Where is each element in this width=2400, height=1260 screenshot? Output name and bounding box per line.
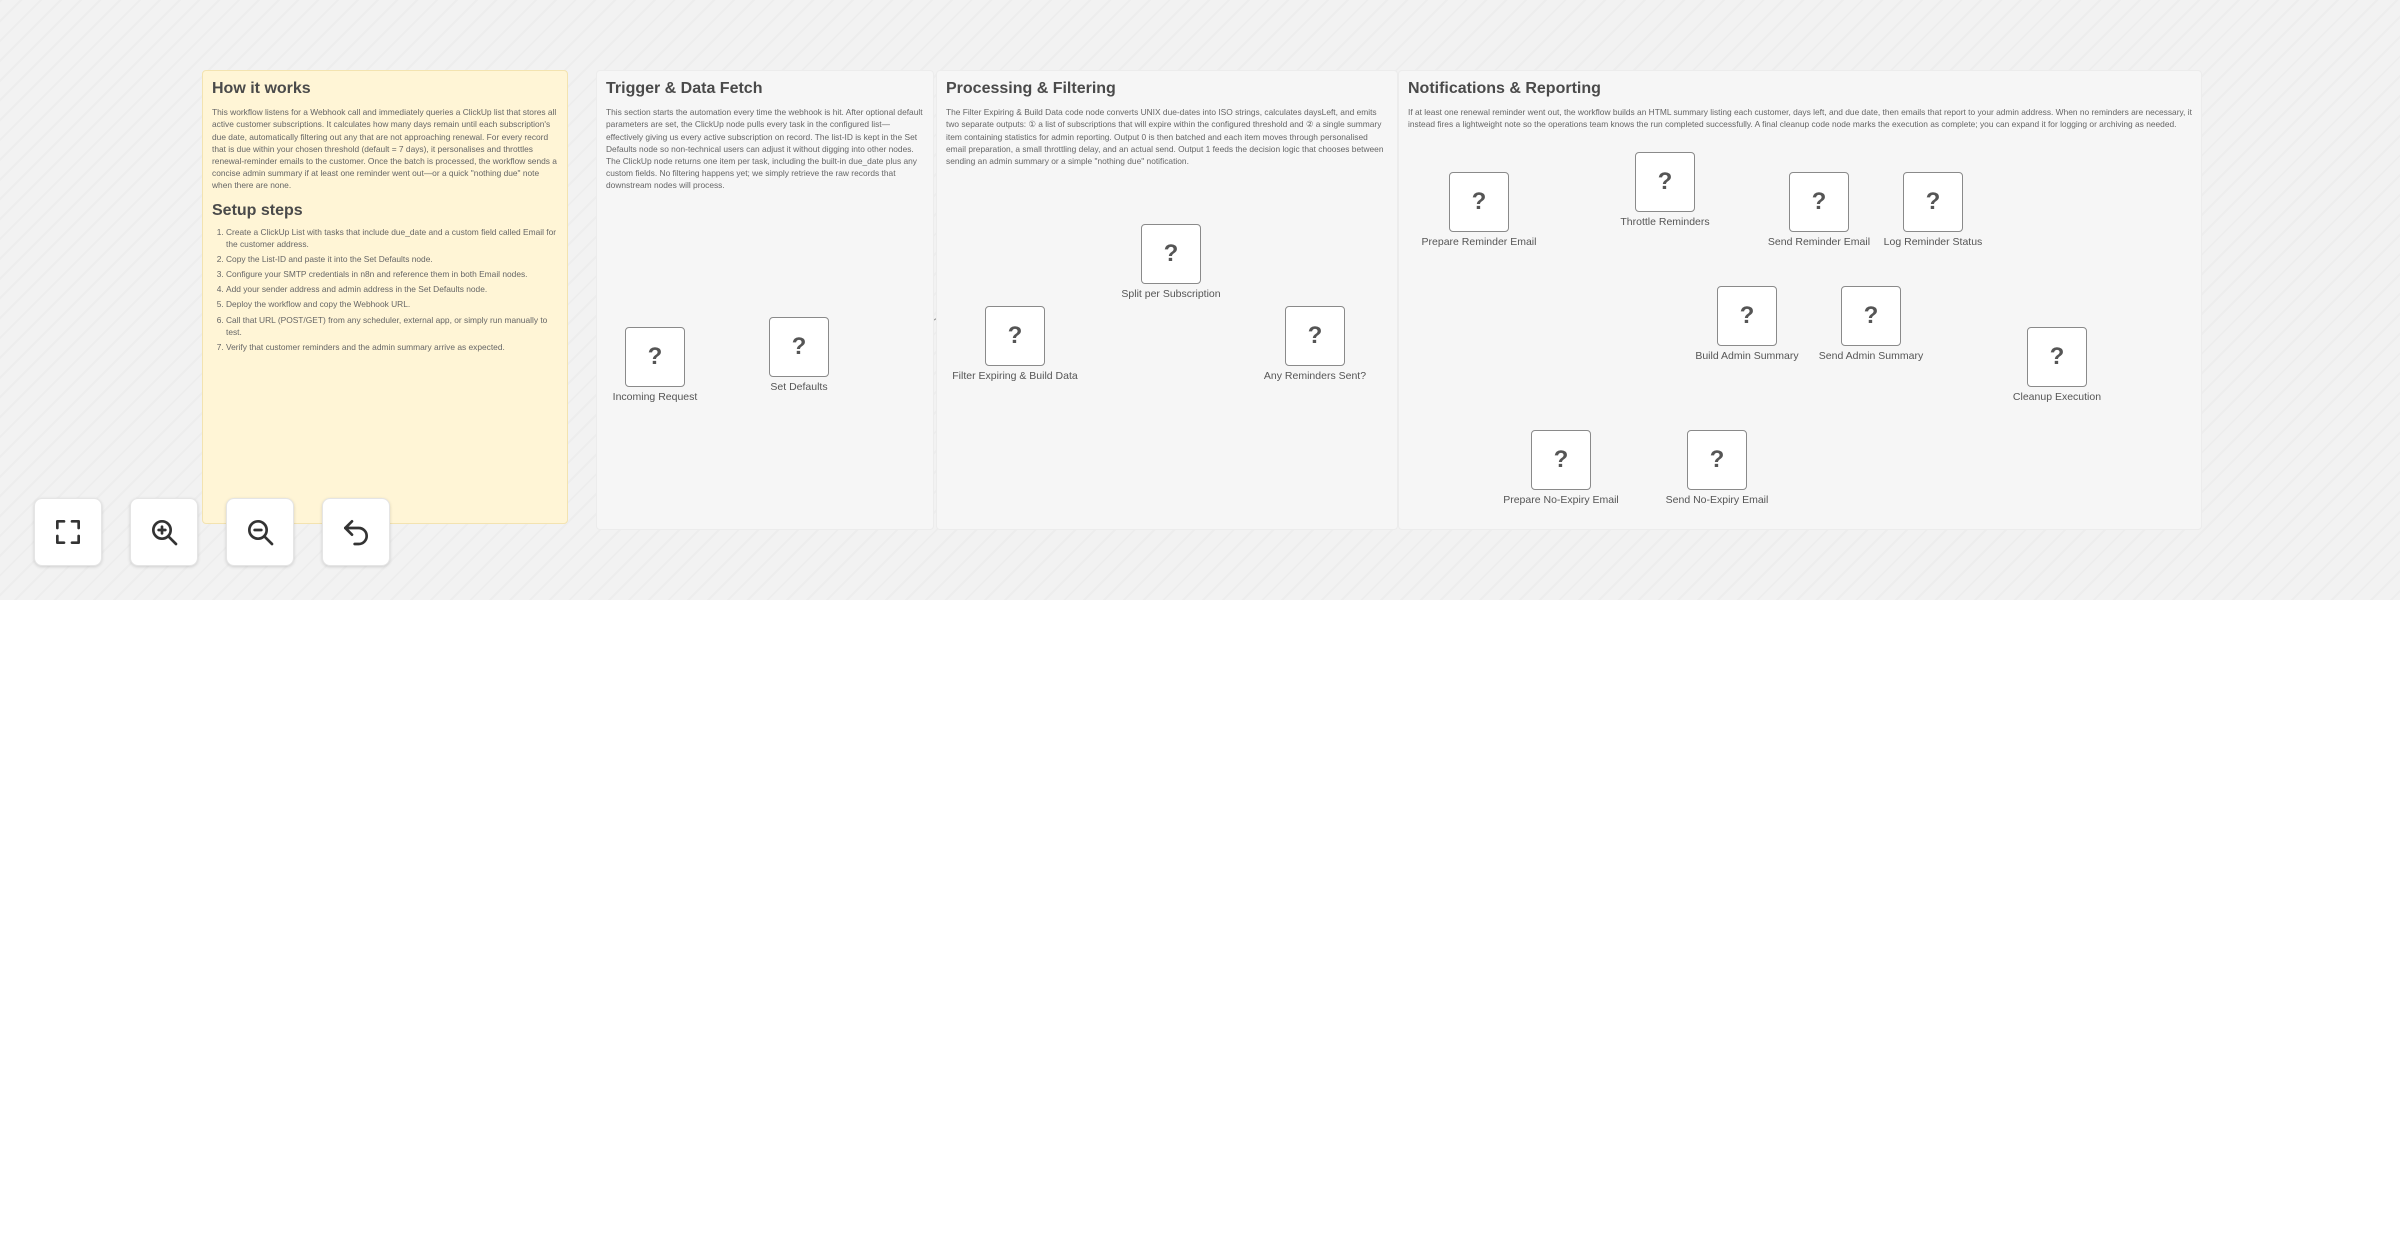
- node-split[interactable]: [1141, 224, 1201, 284]
- sticky-body: This workflow listens for a Webhook call and immediately queries a ClickUp list that stores all active customer subscriptions. It calculates how many days remain until each subscription's due date, automatically filtering out any that are not approaching renewal. For every record that is due within your chosen threshold (default = 7 days), it personalises and throttles renewal-reminder emails to the customer. Once the batch is processed, the workflow sends a concise admin summary if at least one reminder went out—or a quick "nothing due" note when there are none.: [212, 107, 557, 191]
- zoom-in-button[interactable]: [130, 498, 198, 566]
- zoom-in-icon: [148, 516, 180, 548]
- node-label: Cleanup Execution: [2012, 391, 2102, 403]
- fullscreen-icon: [52, 516, 84, 548]
- zoom-out-button[interactable]: [226, 498, 294, 566]
- node-label: Build Admin Summary: [1695, 350, 1799, 362]
- fit-view-button[interactable]: [34, 498, 102, 566]
- unknown-node-icon: ?: [1739, 302, 1755, 329]
- node-prepnoexp[interactable]: [1531, 430, 1591, 490]
- node-label: Set Defaults: [770, 381, 828, 393]
- setup-step: 3. Configure your SMTP credentials in n8n and reference them in both Email nodes.: [226, 268, 558, 280]
- unknown-node-icon: ?: [1863, 302, 1879, 329]
- unknown-node-icon: ?: [1657, 168, 1673, 195]
- node-buildadmin[interactable]: [1717, 286, 1777, 346]
- node-incoming[interactable]: [625, 327, 685, 387]
- node-log[interactable]: [1903, 172, 1963, 232]
- setup-step: 1. Create a ClickUp List with tasks that include due_date and a custom field called Email for the customer address.: [226, 226, 558, 250]
- unknown-node-icon: ?: [1471, 188, 1487, 215]
- setup-step: 7. Verify that customer reminders and the admin summary arrive as expected.: [226, 341, 558, 353]
- unknown-node-icon: ?: [1709, 446, 1725, 473]
- node-anysent[interactable]: [1285, 306, 1345, 366]
- node-setdefaults[interactable]: [769, 317, 829, 377]
- node-filter[interactable]: [985, 306, 1045, 366]
- zoom-out-icon: [244, 516, 276, 548]
- node-prepare[interactable]: [1449, 172, 1509, 232]
- unknown-node-icon: ?: [2049, 343, 2065, 370]
- node-label: Filter Expiring & Build Data: [952, 370, 1078, 382]
- workflow-canvas[interactable]: [0, 0, 2400, 600]
- setup-step: 6. Call that URL (POST/GET) from any scheduler, external app, or simply run manually to test.: [226, 314, 558, 338]
- node-label: Incoming Request: [612, 391, 698, 403]
- node-label: Prepare No-Expiry Email: [1503, 494, 1619, 506]
- sticky-body: If at least one renewal reminder went out, the workflow builds an HTML summary listing each customer, days left, and due date, then emails that report to your admin address. When no reminders are necessary, it instead fires a lightweight note so the operations team knows the run completed successfully. A final cleanup code node marks the execution as complete; you can expand it for logging or archiving as needed.: [1408, 107, 2192, 130]
- setup-steps-list: [212, 226, 558, 354]
- unknown-node-icon: ?: [647, 343, 663, 370]
- node-label: Send Reminder Email: [1767, 236, 1871, 248]
- sticky-title: How it works: [212, 80, 311, 97]
- setup-step: 2. Copy the List-ID and paste it into the Set Defaults node.: [226, 253, 558, 265]
- sticky-title: Processing & Filtering: [946, 80, 1116, 97]
- setup-title: Setup steps: [212, 201, 303, 219]
- unknown-node-icon: ?: [1307, 322, 1323, 349]
- sticky-title: Trigger & Data Fetch: [606, 80, 763, 97]
- setup-step: 5. Deploy the workflow and copy the Webhook URL.: [226, 298, 558, 310]
- node-label: Any Reminders Sent?: [1263, 370, 1367, 382]
- sticky-body: This section starts the automation every time the webhook is hit. After optional default parameters are set, the ClickUp node pulls every task in the configured list—effectively giving us every active subscription on record. The list-ID is kept in the Set Defaults node so non-technical users can adjust it without digging into other nodes. The ClickUp node returns one item per task, including the built-in due_date plus any custom fields. No filtering happens yet; we simply retrieve the raw records that downstream nodes will process.: [606, 107, 923, 191]
- unknown-node-icon: ?: [1163, 240, 1179, 267]
- unknown-node-icon: ?: [1811, 188, 1827, 215]
- node-sendreminder[interactable]: [1789, 172, 1849, 232]
- unknown-node-icon: ?: [1007, 322, 1023, 349]
- unknown-node-icon: ?: [1553, 446, 1569, 473]
- undo-icon: [340, 516, 372, 548]
- reset-zoom-button[interactable]: [322, 498, 390, 566]
- node-label: Prepare Reminder Email: [1421, 236, 1537, 248]
- unknown-node-icon: ?: [1925, 188, 1941, 215]
- node-label: Log Reminder Status: [1883, 236, 1983, 248]
- node-sendadmin[interactable]: [1841, 286, 1901, 346]
- sticky-title: Notifications & Reporting: [1408, 80, 1601, 97]
- node-label: Send No-Expiry Email: [1665, 494, 1769, 506]
- node-label: Throttle Reminders: [1620, 216, 1710, 228]
- sticky-notifications-reporting[interactable]: [1398, 70, 2202, 530]
- sticky-trigger-data-fetch[interactable]: [596, 70, 934, 530]
- node-label: Send Admin Summary: [1818, 350, 1924, 362]
- node-throttle[interactable]: [1635, 152, 1695, 212]
- node-cleanup[interactable]: [2027, 327, 2087, 387]
- sticky-how-it-works[interactable]: [202, 70, 568, 524]
- node-label: Split per Subscription: [1121, 288, 1221, 300]
- node-sendnoexp[interactable]: [1687, 430, 1747, 490]
- setup-step: 4. Add your sender address and admin address in the Set Defaults node.: [226, 283, 558, 295]
- unknown-node-icon: ?: [791, 333, 807, 360]
- sticky-body: The Filter Expiring & Build Data code node converts UNIX due-dates into ISO strings, calculates daysLeft, and emits two separate outputs: ① a list of subscriptions that will expire within the configured threshold and ② a single summary item containing statistics for admin reporting. Output 0 is then batched and each item moves through personalised email preparation, a small throttling delay, and an actual send. Output 1 feeds the decision logic that chooses between sending an admin summary or a simple "nothing due" notification.: [946, 107, 1384, 166]
